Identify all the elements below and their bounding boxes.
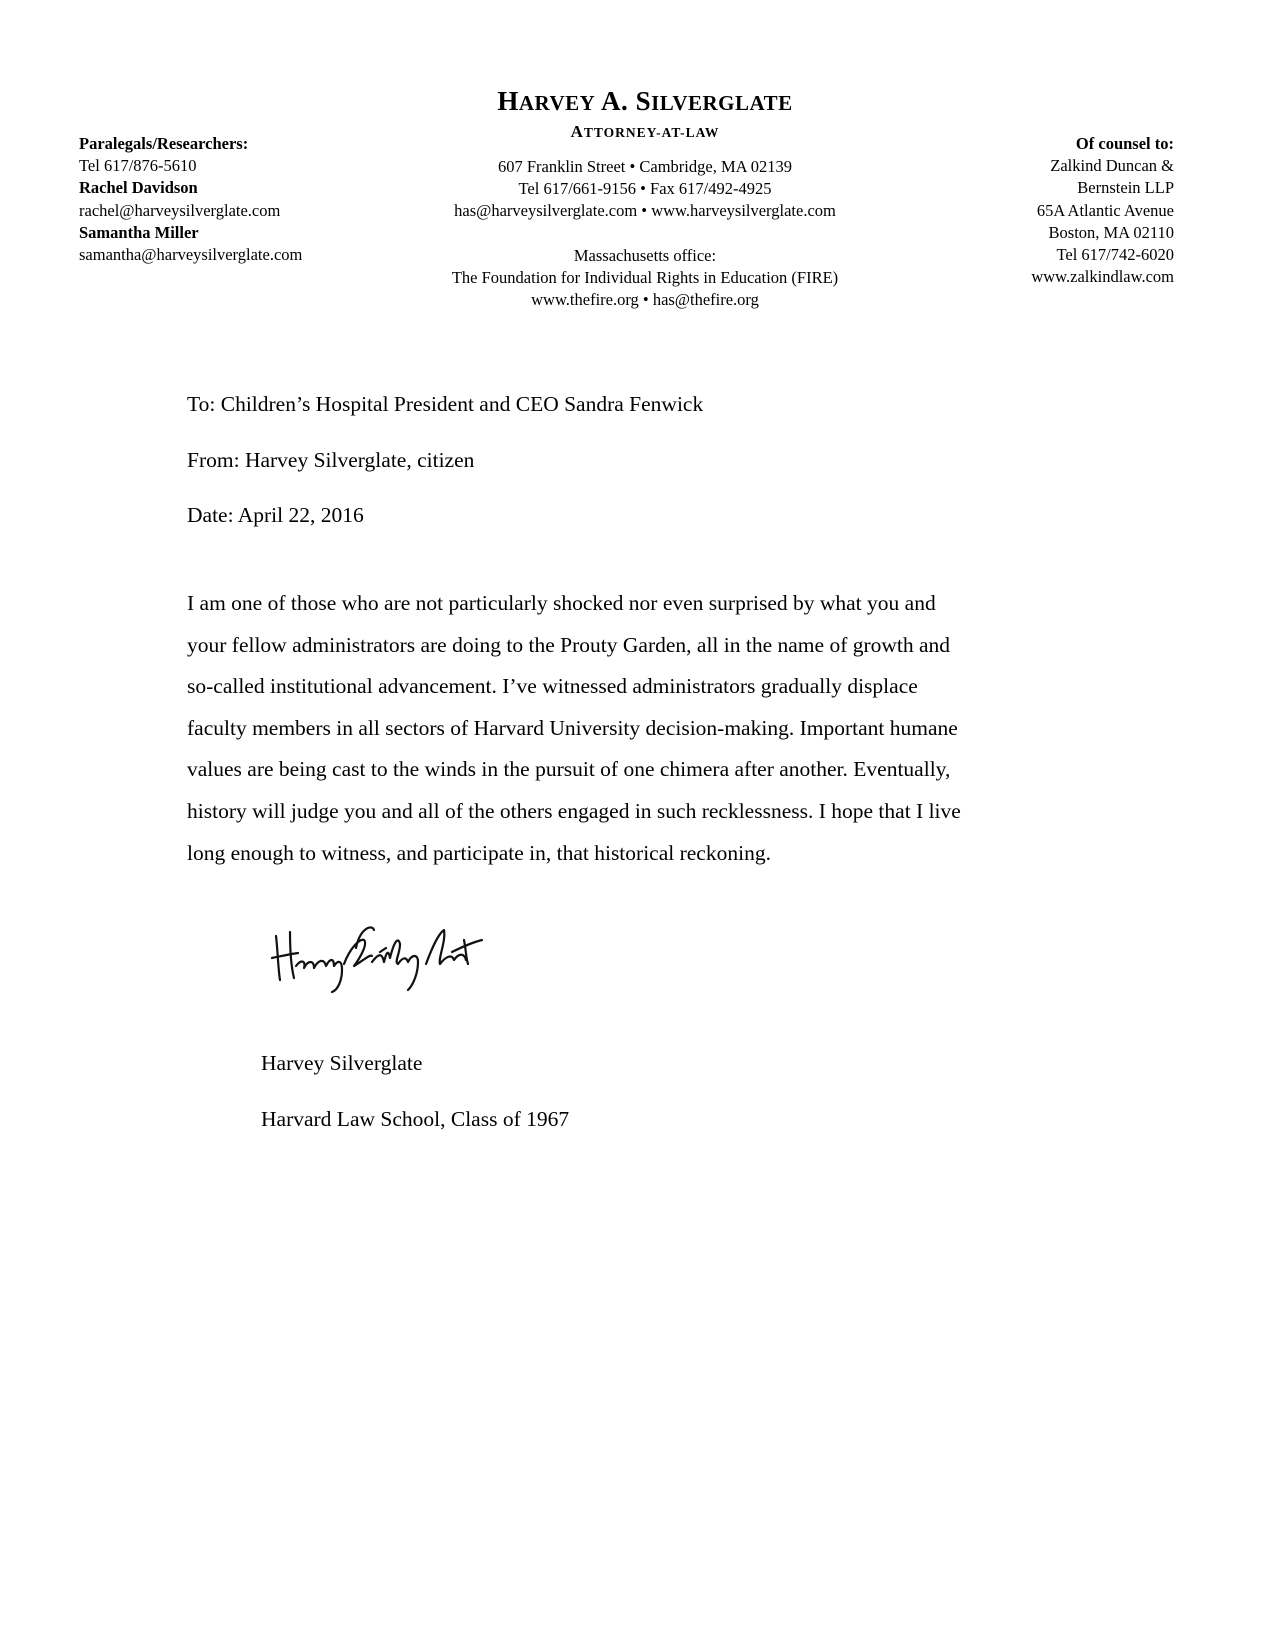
paralegal-email-2: samantha@harveysilverglate.com bbox=[79, 245, 303, 265]
signatory-name: Harvey Silverglate bbox=[261, 1051, 423, 1075]
office-address: 607 Franklin Street • Cambridge, MA 02139 bbox=[497, 157, 793, 176]
letterhead-right bbox=[1031, 133, 1174, 288]
body-line: your fellow administrators are doing to the Prouty Garden, all in the name of growth and bbox=[187, 632, 951, 657]
memo-to: To: Children’s Hospital President and CEO Sandra Fenwick bbox=[187, 392, 704, 416]
ma-office-contact: www.thefire.org • has@thefire.org bbox=[531, 290, 759, 310]
memo-from: From: Harvey Silverglate, citizen bbox=[187, 448, 475, 472]
ma-office-org: The Foundation for Individual Rights in Education (FIRE) bbox=[451, 267, 839, 287]
paralegal-name-2: Samantha Miller bbox=[79, 222, 199, 242]
paralegals-tel: Tel 617/876-5610 bbox=[79, 156, 197, 176]
attorney-name: HARVEY A. SILVERGLATE bbox=[497, 86, 793, 116]
memo-date: Date: April 22, 2016 bbox=[187, 503, 364, 527]
office-phone: Tel 617/661-9156 • Fax 617/492-4925 bbox=[518, 179, 772, 199]
body-line: values are being cast to the winds in the pursuit of one chimera after another. Eventually, bbox=[187, 757, 951, 782]
letterhead-center bbox=[380, 84, 910, 311]
counsel-line-3: 65A Atlantic Avenue bbox=[1036, 200, 1174, 220]
office-contact: has@harveysilverglate.com • www.harveysilverglate.com bbox=[454, 201, 836, 221]
paralegals-heading: Paralegals/Researchers: bbox=[79, 134, 249, 153]
counsel-heading: Of counsel to: bbox=[1075, 134, 1174, 153]
ma-office-label: Massachusetts office: bbox=[573, 245, 717, 265]
attorney-title: ATTORNEY-AT-LAW bbox=[570, 122, 720, 141]
body-line: faculty members in all sectors of Harvard University decision-making. Important humane bbox=[187, 715, 958, 740]
body-line: I am one of those who are not particularly shocked nor even surprised by what you and bbox=[187, 591, 936, 615]
counsel-line-1: Zalkind Duncan & bbox=[1050, 156, 1174, 176]
paralegal-name-1: Rachel Davidson bbox=[79, 178, 198, 198]
letter-body bbox=[187, 583, 1067, 874]
counsel-line-4: Boston, MA 02110 bbox=[1048, 222, 1174, 242]
counsel-line-5: Tel 617/742-6020 bbox=[1056, 245, 1174, 265]
body-line: history will judge you and all of the others engaged in such recklessness. I hope that I live bbox=[187, 798, 961, 823]
letterhead-left bbox=[79, 133, 302, 266]
counsel-line-6: www.zalkindlaw.com bbox=[1031, 267, 1174, 287]
body-line: so-called institutional advancement. I’ve witnessed administrators gradually displace bbox=[187, 674, 918, 699]
paralegal-email-1: rachel@harveysilverglate.com bbox=[79, 200, 281, 220]
handwritten-signature bbox=[268, 918, 498, 998]
body-line: long enough to witness, and participate in, that historical reckoning. bbox=[187, 840, 771, 865]
counsel-line-2: Bernstein LLP bbox=[1077, 178, 1174, 198]
signatory-affiliation: Harvard Law School, Class of 1967 bbox=[261, 1107, 570, 1131]
